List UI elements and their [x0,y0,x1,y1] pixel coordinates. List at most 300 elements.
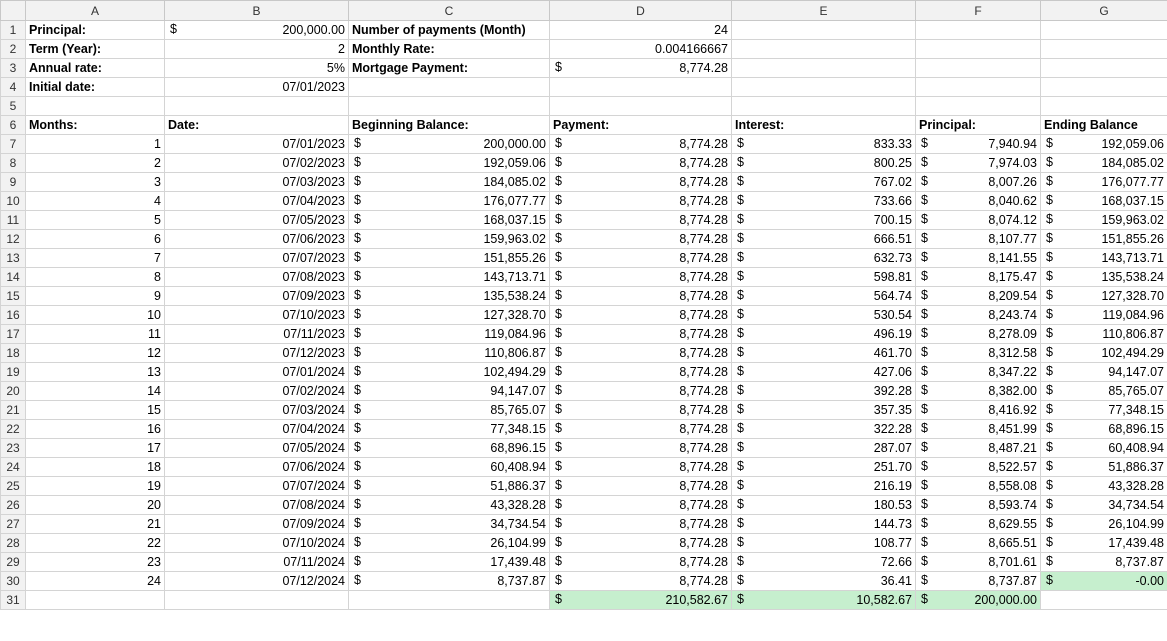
currency-symbol: $ [921,383,928,397]
interest-cell[interactable] [732,553,916,572]
table-row [1,572,1167,591]
beginning-balance-cell[interactable] [349,439,550,458]
principal-cell[interactable] [916,477,1041,496]
principal-cell[interactable] [916,496,1041,515]
date-cell[interactable]: 07/08/2023 [165,268,349,287]
cell-value: 60,408.94 [1108,441,1164,455]
cell-value: 322.28 [873,422,912,436]
month-cell[interactable]: 4 [26,192,165,211]
row-header[interactable]: 20 [1,382,26,401]
currency-symbol: $ [354,269,361,283]
ending-balance-cell[interactable] [1041,306,1167,325]
cell-value: 8,278.09 [988,327,1037,341]
date-cell[interactable]: 07/11/2023 [165,325,349,344]
payment-cell[interactable] [550,420,732,439]
currency-symbol: $ [354,174,361,188]
row-header[interactable]: 12 [1,230,26,249]
currency-symbol: $ [1046,516,1053,530]
row-header[interactable]: 24 [1,458,26,477]
header-principal[interactable]: Principal: [916,116,1041,135]
parameter-value[interactable]: 2 [165,40,349,59]
header-date[interactable]: Date: [165,116,349,135]
parameter-value[interactable]: 5% [165,59,349,78]
beginning-balance-cell[interactable] [349,553,550,572]
beginning-balance-cell[interactable] [349,401,550,420]
empty-cell[interactable] [1041,40,1167,59]
payment-cell[interactable] [550,325,732,344]
parameter-label[interactable]: Principal: [26,21,165,40]
parameter-label[interactable]: Annual rate: [26,59,165,78]
empty-cell[interactable] [1041,78,1167,97]
empty-cell[interactable] [349,591,550,610]
empty-cell[interactable] [916,40,1041,59]
payment-cell[interactable] [550,211,732,230]
payment-cell[interactable] [550,458,732,477]
interest-cell[interactable] [732,344,916,363]
sheet-body [1,21,1167,610]
payment-cell[interactable] [550,401,732,420]
header-payment[interactable]: Payment: [550,116,732,135]
payment-cell[interactable] [550,287,732,306]
principal-cell[interactable] [916,534,1041,553]
row-header[interactable]: 1 [1,21,26,40]
date-cell[interactable]: 07/02/2023 [165,154,349,173]
ending-balance-cell[interactable] [1041,287,1167,306]
empty-cell[interactable] [732,59,916,78]
beginning-balance-cell[interactable] [349,496,550,515]
date-cell[interactable]: 07/03/2023 [165,173,349,192]
date-cell[interactable]: 07/03/2024 [165,401,349,420]
row-header[interactable]: 10 [1,192,26,211]
beginning-balance-cell[interactable] [349,382,550,401]
date-cell[interactable]: 07/10/2024 [165,534,349,553]
empty-cell[interactable] [550,97,732,116]
interest-cell[interactable] [732,192,916,211]
date-cell[interactable]: 07/04/2024 [165,420,349,439]
beginning-balance-cell[interactable] [349,534,550,553]
ending-balance-cell[interactable] [1041,192,1167,211]
month-cell[interactable]: 17 [26,439,165,458]
principal-cell[interactable] [916,268,1041,287]
currency-symbol: $ [1046,440,1053,454]
row-header[interactable]: 11 [1,211,26,230]
cell-value: 8,774.28 [679,156,728,170]
cell-value: 192,059.06 [483,156,546,170]
header-beginning[interactable]: Beginning Balance: [349,116,550,135]
row-header[interactable]: 27 [1,515,26,534]
beginning-balance-cell[interactable] [349,477,550,496]
row-header[interactable]: 17 [1,325,26,344]
principal-cell[interactable] [916,458,1041,477]
date-cell[interactable]: 07/01/2023 [165,135,349,154]
month-cell[interactable]: 8 [26,268,165,287]
row-header[interactable]: 25 [1,477,26,496]
empty-cell[interactable] [1041,591,1167,610]
parameter-label[interactable]: Monthly Rate: [349,40,550,59]
month-cell[interactable]: 24 [26,572,165,591]
ending-balance-cell[interactable] [1041,135,1167,154]
principal-cell[interactable] [916,401,1041,420]
month-cell[interactable]: 7 [26,249,165,268]
interest-cell[interactable] [732,477,916,496]
ending-balance-cell[interactable] [1041,439,1167,458]
month-cell[interactable]: 23 [26,553,165,572]
date-cell[interactable]: 07/11/2024 [165,553,349,572]
column-header-c[interactable]: C [349,1,550,21]
payment-cell[interactable] [550,268,732,287]
date-cell[interactable]: 07/09/2023 [165,287,349,306]
ending-balance-cell[interactable] [1041,534,1167,553]
ending-balance-cell[interactable] [1041,173,1167,192]
date-cell[interactable]: 07/06/2023 [165,230,349,249]
row-header[interactable]: 4 [1,78,26,97]
empty-cell[interactable] [732,21,916,40]
row-header[interactable]: 8 [1,154,26,173]
date-cell[interactable]: 07/10/2023 [165,306,349,325]
ending-balance-cell[interactable] [1041,420,1167,439]
ending-balance-cell[interactable] [1041,230,1167,249]
empty-cell[interactable] [26,591,165,610]
payment-cell[interactable] [550,344,732,363]
cell-value: 8,665.51 [988,536,1037,550]
month-cell[interactable]: 1 [26,135,165,154]
cell-value: 8,243.74 [988,308,1037,322]
principal-cell[interactable] [916,287,1041,306]
date-cell[interactable]: 07/01/2024 [165,363,349,382]
currency-symbol: $ [555,193,562,207]
row-header[interactable]: 31 [1,591,26,610]
empty-cell[interactable] [349,97,550,116]
date-cell[interactable]: 07/06/2024 [165,458,349,477]
payment-cell[interactable] [550,553,732,572]
select-all-corner[interactable] [1,1,26,21]
parameter-value[interactable]: 07/01/2023 [165,78,349,97]
total-interest-cell[interactable] [732,591,916,610]
currency-symbol: $ [1046,193,1053,207]
parameter-label[interactable]: Initial date: [26,78,165,97]
empty-cell[interactable] [732,40,916,59]
payment-cell[interactable] [550,382,732,401]
column-header-e[interactable]: E [732,1,916,21]
month-cell[interactable]: 18 [26,458,165,477]
date-cell[interactable]: 07/12/2023 [165,344,349,363]
payment-cell[interactable] [550,154,732,173]
table-row [1,401,1167,420]
principal-cell[interactable] [916,306,1041,325]
row-header[interactable]: 19 [1,363,26,382]
month-cell[interactable]: 16 [26,420,165,439]
cell-value: 8,774.28 [679,289,728,303]
empty-cell[interactable] [26,97,165,116]
row-header[interactable]: 2 [1,40,26,59]
month-cell[interactable]: 9 [26,287,165,306]
month-cell[interactable]: 10 [26,306,165,325]
row-header[interactable]: 29 [1,553,26,572]
beginning-balance-cell[interactable] [349,287,550,306]
ending-balance-cell[interactable] [1041,154,1167,173]
month-cell[interactable]: 12 [26,344,165,363]
cell-value: 733.66 [873,194,912,208]
ending-balance-cell[interactable] [1041,249,1167,268]
column-header-g[interactable]: G [1041,1,1167,21]
empty-cell[interactable] [1041,59,1167,78]
date-cell[interactable]: 07/07/2023 [165,249,349,268]
parameter-label[interactable] [349,78,550,97]
beginning-balance-cell[interactable] [349,344,550,363]
currency-symbol: $ [1046,421,1053,435]
beginning-balance-cell[interactable] [349,515,550,534]
principal-cell[interactable] [916,344,1041,363]
row-header[interactable]: 9 [1,173,26,192]
payment-cell[interactable] [550,363,732,382]
date-cell[interactable]: 07/05/2023 [165,211,349,230]
empty-cell[interactable] [732,78,916,97]
row-header[interactable]: 6 [1,116,26,135]
empty-cell[interactable] [1041,97,1167,116]
ending-balance-cell[interactable] [1041,401,1167,420]
empty-cell[interactable] [916,59,1041,78]
interest-cell[interactable] [732,439,916,458]
empty-cell[interactable] [916,97,1041,116]
parameter-label[interactable]: Mortgage Payment: [349,59,550,78]
beginning-balance-cell[interactable] [349,249,550,268]
principal-cell[interactable] [916,173,1041,192]
date-cell[interactable]: 07/09/2024 [165,515,349,534]
interest-cell[interactable] [732,420,916,439]
currency-symbol: $ [737,174,744,188]
ending-balance-cell[interactable] [1041,515,1167,534]
header-interest[interactable]: Interest: [732,116,916,135]
empty-cell[interactable] [1041,21,1167,40]
column-header-b[interactable]: B [165,1,349,21]
interest-cell[interactable] [732,306,916,325]
ending-balance-cell[interactable] [1041,211,1167,230]
column-header-a[interactable]: A [26,1,165,21]
beginning-balance-cell[interactable] [349,325,550,344]
parameter-value[interactable]: 0.004166667 [550,40,732,59]
row-header[interactable]: 14 [1,268,26,287]
parameter-value[interactable] [165,21,349,40]
ending-balance-cell[interactable] [1041,477,1167,496]
principal-cell[interactable] [916,515,1041,534]
month-cell[interactable]: 5 [26,211,165,230]
date-cell[interactable]: 07/12/2024 [165,572,349,591]
ending-balance-cell[interactable] [1041,363,1167,382]
header-ending[interactable]: Ending Balance [1041,116,1167,135]
beginning-balance-cell[interactable] [349,363,550,382]
date-cell[interactable]: 07/05/2024 [165,439,349,458]
ending-balance-cell[interactable] [1041,382,1167,401]
ending-balance-cell[interactable] [1041,553,1167,572]
principal-cell[interactable] [916,192,1041,211]
empty-cell[interactable] [732,97,916,116]
month-cell[interactable]: 2 [26,154,165,173]
principal-cell[interactable] [916,420,1041,439]
cell-value: 8,774.28 [679,441,728,455]
currency-symbol: $ [555,497,562,511]
beginning-balance-cell[interactable] [349,230,550,249]
row-header[interactable]: 13 [1,249,26,268]
interest-cell[interactable] [732,135,916,154]
payment-cell[interactable] [550,439,732,458]
month-cell[interactable]: 19 [26,477,165,496]
principal-cell[interactable] [916,382,1041,401]
beginning-balance-cell[interactable] [349,211,550,230]
row-header[interactable]: 22 [1,420,26,439]
principal-cell[interactable] [916,135,1041,154]
month-cell[interactable]: 11 [26,325,165,344]
table-row [1,439,1167,458]
date-cell[interactable]: 07/02/2024 [165,382,349,401]
beginning-balance-cell[interactable] [349,135,550,154]
interest-cell[interactable] [732,534,916,553]
interest-cell[interactable] [732,211,916,230]
total-principal-cell[interactable] [916,591,1041,610]
row-header[interactable]: 26 [1,496,26,515]
column-header-d[interactable]: D [550,1,732,21]
interest-cell[interactable] [732,572,916,591]
row-header[interactable]: 7 [1,135,26,154]
date-cell[interactable]: 07/04/2023 [165,192,349,211]
currency-symbol: $ [737,212,744,226]
beginning-balance-cell[interactable] [349,173,550,192]
interest-cell[interactable] [732,515,916,534]
payment-cell[interactable] [550,249,732,268]
month-cell[interactable]: 20 [26,496,165,515]
row-header[interactable]: 18 [1,344,26,363]
principal-cell[interactable] [916,363,1041,382]
ending-balance-cell[interactable] [1041,344,1167,363]
ending-balance-cell[interactable] [1041,325,1167,344]
payment-cell[interactable] [550,572,732,591]
row-header[interactable]: 21 [1,401,26,420]
date-cell[interactable]: 07/07/2024 [165,477,349,496]
row-header[interactable]: 23 [1,439,26,458]
interest-cell[interactable] [732,382,916,401]
beginning-balance-cell[interactable] [349,572,550,591]
beginning-balance-cell[interactable] [349,268,550,287]
interest-cell[interactable] [732,173,916,192]
ending-balance-cell[interactable] [1041,268,1167,287]
currency-symbol: $ [1046,174,1053,188]
beginning-balance-cell[interactable] [349,154,550,173]
currency-symbol: $ [737,535,744,549]
beginning-balance-cell[interactable] [349,192,550,211]
currency-symbol: $ [737,345,744,359]
row-header[interactable]: 3 [1,59,26,78]
payment-cell[interactable] [550,515,732,534]
row-header[interactable]: 5 [1,97,26,116]
month-cell[interactable]: 6 [26,230,165,249]
month-cell[interactable]: 21 [26,515,165,534]
interest-cell[interactable] [732,249,916,268]
interest-cell[interactable] [732,325,916,344]
row-header[interactable]: 30 [1,572,26,591]
ending-balance-cell[interactable] [1041,496,1167,515]
payment-cell[interactable] [550,135,732,154]
payment-cell[interactable] [550,192,732,211]
payment-cell[interactable] [550,306,732,325]
interest-cell[interactable] [732,363,916,382]
ending-balance-cell[interactable] [1041,458,1167,477]
currency-symbol: $ [1046,288,1053,302]
parameter-value[interactable]: 24 [550,21,732,40]
beginning-balance-cell[interactable] [349,306,550,325]
cell-value: 127,328.70 [1101,289,1164,303]
total-payment-cell[interactable] [550,591,732,610]
currency-symbol: $ [737,421,744,435]
principal-cell[interactable] [916,325,1041,344]
cell-value: 8,007.26 [988,175,1037,189]
principal-cell[interactable] [916,211,1041,230]
beginning-balance-cell[interactable] [349,458,550,477]
month-cell[interactable]: 15 [26,401,165,420]
parameter-value[interactable] [550,78,732,97]
interest-cell[interactable] [732,268,916,287]
column-header-f[interactable]: F [916,1,1041,21]
payment-cell[interactable] [550,477,732,496]
month-cell[interactable]: 13 [26,363,165,382]
beginning-balance-cell[interactable] [349,420,550,439]
payment-cell[interactable] [550,496,732,515]
header-months[interactable]: Months: [26,116,165,135]
cell-value: 8,774.28 [679,270,728,284]
interest-cell[interactable] [732,154,916,173]
ending-balance-cell[interactable] [1041,572,1167,591]
parameter-label[interactable]: Term (Year): [26,40,165,59]
parameter-label[interactable]: Number of payments (Month) [349,21,550,40]
cell-value: 8,774.28 [679,251,728,265]
empty-cell[interactable] [165,591,349,610]
parameter-value[interactable] [550,59,732,78]
payment-cell[interactable] [550,173,732,192]
cell-value: 8,774.28 [679,422,728,436]
empty-cell[interactable] [916,21,1041,40]
principal-cell[interactable] [916,553,1041,572]
interest-cell[interactable] [732,230,916,249]
currency-symbol: $ [555,459,562,473]
interest-cell[interactable] [732,496,916,515]
cell-value: 159,963.02 [1101,213,1164,227]
month-cell[interactable]: 3 [26,173,165,192]
month-cell[interactable]: 22 [26,534,165,553]
currency-symbol: $ [737,383,744,397]
row-header[interactable]: 28 [1,534,26,553]
payment-cell[interactable] [550,230,732,249]
currency-symbol: $ [354,516,361,530]
currency-symbol: $ [921,250,928,264]
interest-cell[interactable] [732,287,916,306]
interest-cell[interactable] [732,458,916,477]
empty-cell[interactable] [916,78,1041,97]
interest-cell[interactable] [732,401,916,420]
cell-value: 26,104.99 [1108,517,1164,531]
principal-cell[interactable] [916,154,1041,173]
cell-value: 151,855.26 [1101,232,1164,246]
row-header[interactable]: 16 [1,306,26,325]
row-header[interactable]: 15 [1,287,26,306]
payment-cell[interactable] [550,534,732,553]
month-cell[interactable]: 14 [26,382,165,401]
principal-cell[interactable] [916,230,1041,249]
principal-cell[interactable] [916,572,1041,591]
currency-symbol: $ [737,402,744,416]
principal-cell[interactable] [916,249,1041,268]
empty-cell[interactable] [165,97,349,116]
cell-value: 8,774.28 [679,574,728,588]
principal-cell[interactable] [916,439,1041,458]
date-cell[interactable]: 07/08/2024 [165,496,349,515]
